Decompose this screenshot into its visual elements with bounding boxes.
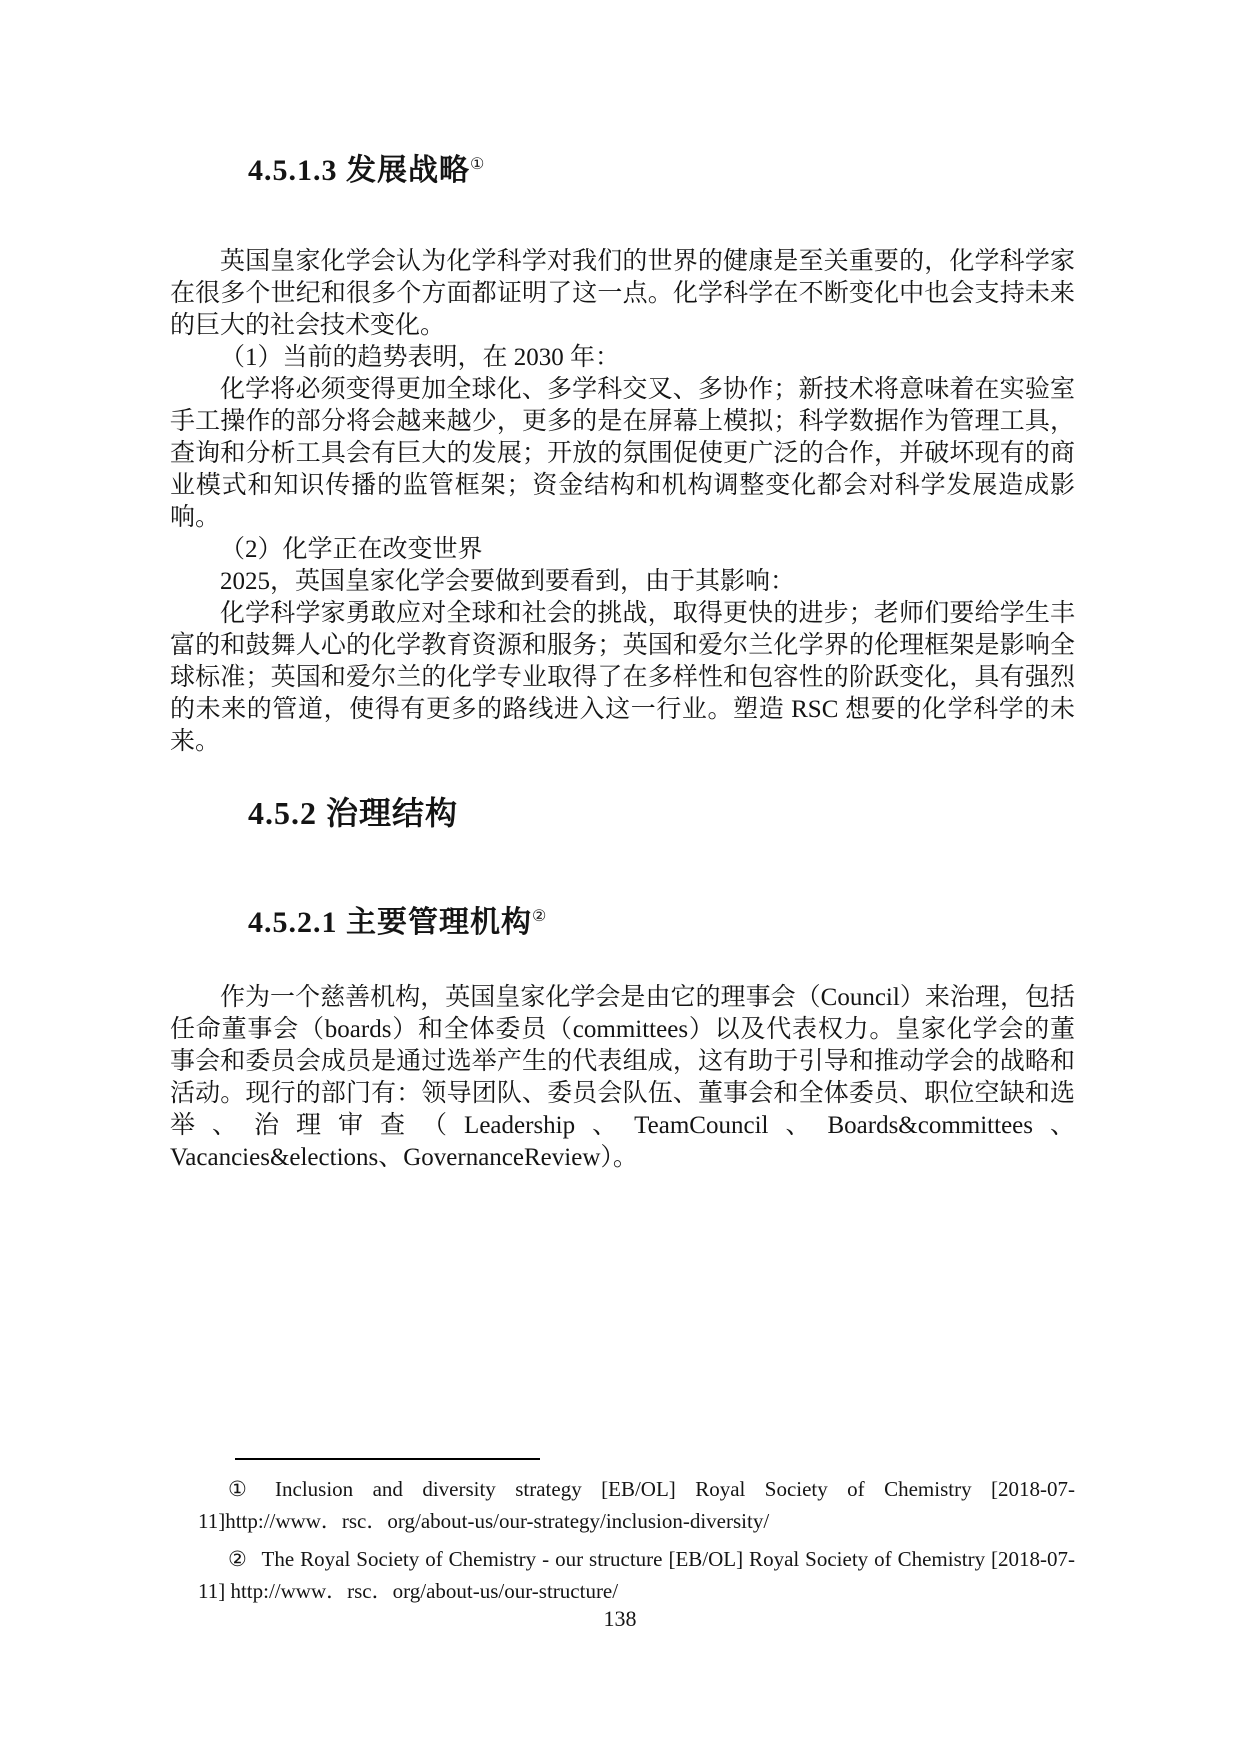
para-2025: 化学科学家勇敢应对全球和社会的挑战，取得更快的进步；老师们要给学生丰富的和鼓舞人心的化学教育资源和服务；英国和爱尔兰化学界的伦理框架是影响全球标准；英国和爱尔兰的化学专业取得了在多样性和包容性的阶跃变化，具有强烈的未来的管道，使得有更多的路线进入这一行业。塑造 RSC 想要的化学科学的未来。	[170, 600, 1075, 755]
para-governance: 作为一个慈善机构，英国皇家化学会是由它的理事会（Council）来治理，包括任命董事会（boards）和全体委员（committees）以及代表权力。皇家化学会的董事会和委员会成员是通过选举产生的代表组成，这有助于引导和推动学会的战略和活动。现行的部门有：领导团队、委员会队伍、董事会和全体委员、职位空缺和选举、治理审查（Leadership、TeamCouncil、Boards&committees、Vacancies&elections、GovernanceReview）。	[170, 984, 1075, 1171]
footnote-2-mark: ②	[228, 1547, 248, 1571]
heading-4513	[248, 152, 1075, 190]
para-intro: 英国皇家化学会认为化学科学对我们的世界的健康是至关重要的，化学科学家在很多个世纪和很多个方面都证明了这一点。化学科学在不断变化中也会支持未来的巨大的社会技术变化。	[170, 248, 1075, 339]
footnote-2-text: The Royal Society of Chemistry - our structure [EB/OL] Royal Society of Chemistry [2018-07-11] http://www．rsc．org/about-us/our-structure/	[198, 1547, 1076, 1603]
footnote-2	[198, 1543, 1075, 1607]
heading-4521	[248, 904, 1075, 942]
footnote-1-text: Inclusion and diversity strategy [EB/OL] Royal Society of Chemistry [2018-07-11]http://www．rsc．org/about-us/our-strategy/inclusion-diversity/	[198, 1477, 1075, 1533]
footnote-1	[198, 1473, 1075, 1537]
heading-4521-text: 4.5.2.1 主要管理机构	[248, 906, 532, 939]
footnote-ref-1: ①	[470, 156, 486, 173]
footnote-ref-2: ②	[532, 908, 548, 925]
footnote-1-mark: ①	[228, 1477, 261, 1501]
heading-452: 4.5.2 治理结构	[248, 795, 459, 831]
line-2025: 2025，英国皇家化学会要做到要看到，由于其影响：	[220, 568, 796, 595]
footnotes-section	[198, 1458, 1075, 1607]
item-1-line: （1）当前的趋势表明，在 2030 年：	[220, 344, 621, 371]
heading-4513-text: 4.5.1.3 发展战略	[248, 154, 470, 187]
item-2-line: （2）化学正在改变世界	[220, 536, 483, 563]
para-trends: 化学将必须变得更加全球化、多学科交叉、多协作；新技术将意味着在实验室手工操作的部分将会越来越少，更多的是在屏幕上模拟；科学数据作为管理工具，查询和分析工具会有巨大的发展；开放的氛围促使更广泛的合作，并破坏现有的商业模式和知识传播的监管框架；资金结构和机构调整变化都会对科学发展造成影响。	[170, 376, 1075, 531]
footnote-separator	[235, 1458, 540, 1460]
page-number: 138	[603, 1606, 637, 1631]
